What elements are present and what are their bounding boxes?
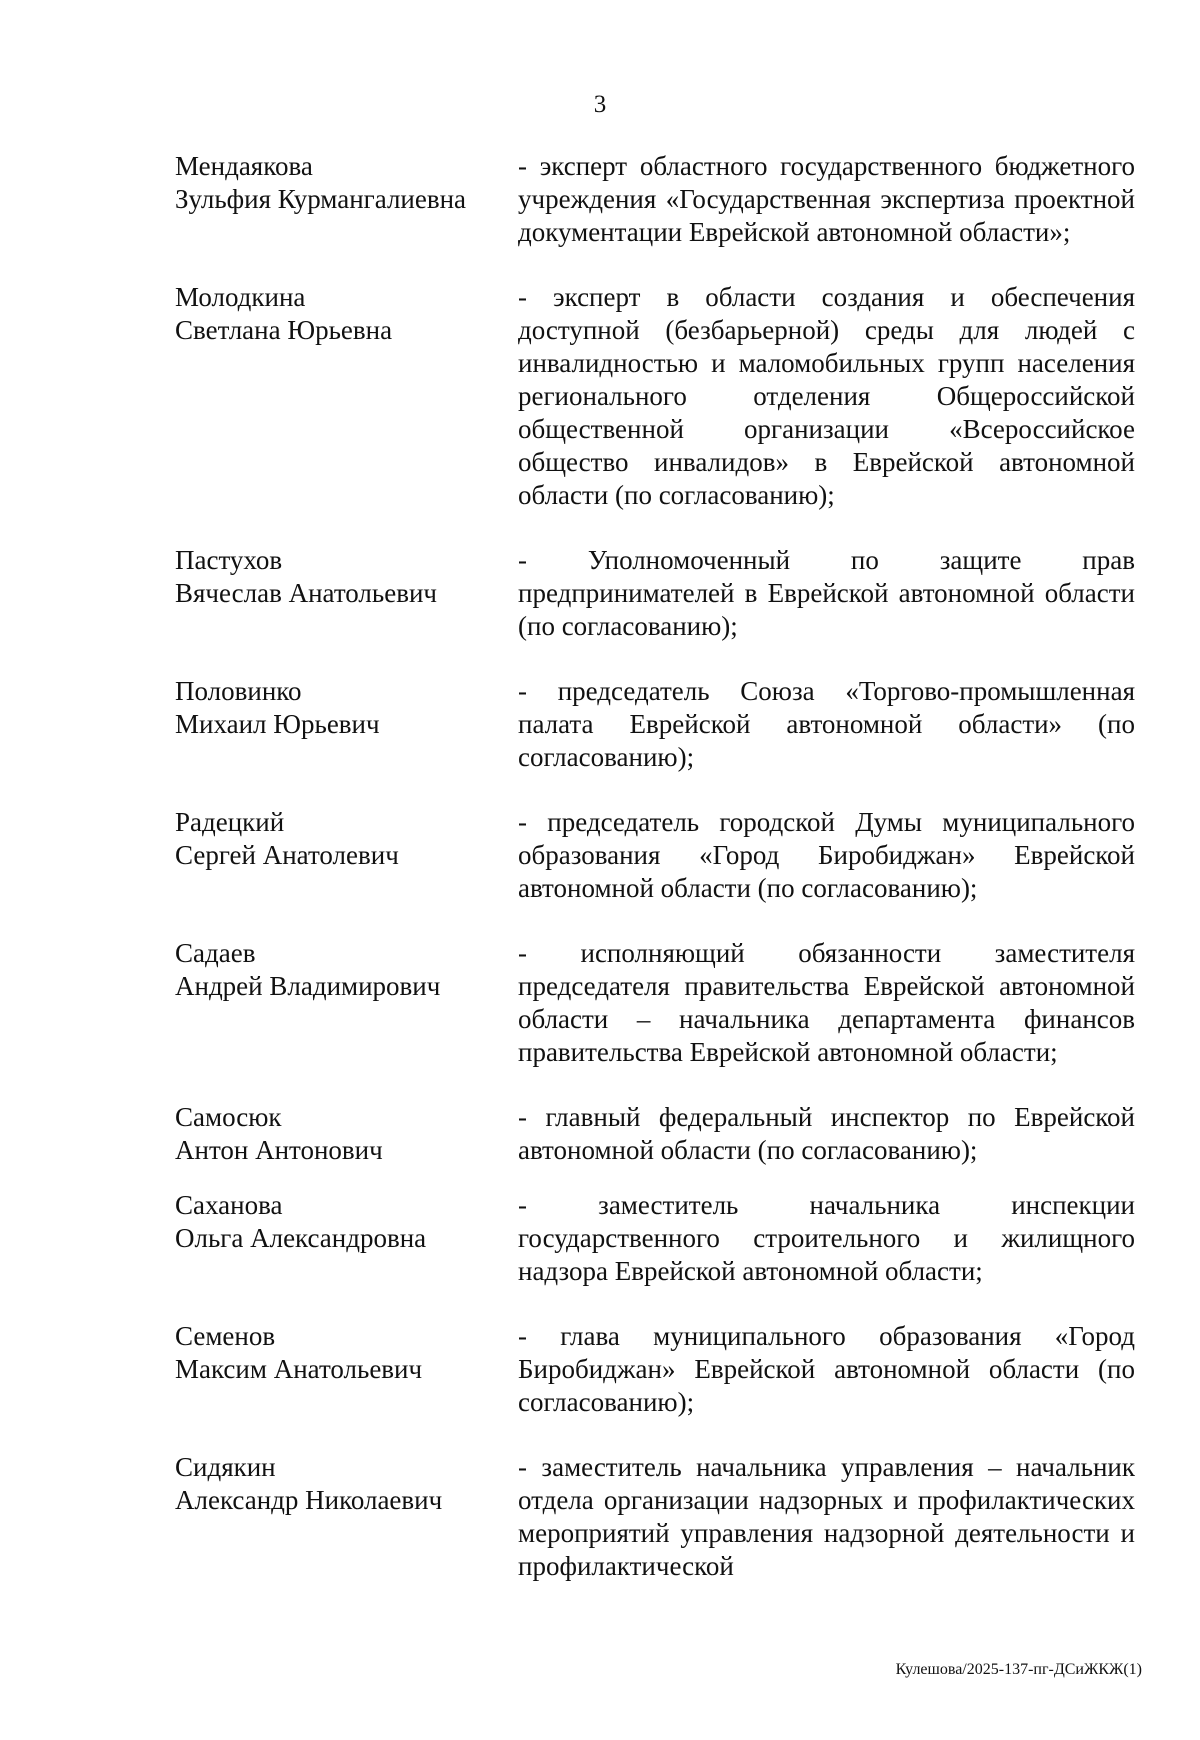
member-role: - заместитель начальника управления – начальник отдела организации надзорных и профилактических мероприятий управления надзорной деятельности и профилактической xyxy=(518,1452,1135,1581)
member-given-name: Вячеслав Анатольевич xyxy=(175,578,437,608)
member-entry xyxy=(175,1320,1135,1419)
member-name xyxy=(175,544,518,643)
member-role: - председатель городской Думы муниципального образования «Город Биробиджан» Еврейской автономной области (по согласованию); xyxy=(518,807,1135,903)
member-given-name: Михаил Юрьевич xyxy=(175,709,380,739)
member-name xyxy=(175,1320,518,1419)
document-reference-code: Кулешова/2025-137-пг-ДСиЖКЖ(1) xyxy=(895,1661,1142,1678)
member-surname: Саханова xyxy=(175,1190,283,1220)
member-entry xyxy=(175,1451,1135,1583)
member-role: - эксперт в области создания и обеспечения доступной (безбарьерной) среды для людей с инвалидностью и маломобильных групп населения регионального отделения Общероссийской общественной организации «Всероссийское общество инвалидов» в Еврейской автономной области (по согласованию); xyxy=(518,282,1135,510)
member-surname: Самосюк xyxy=(175,1102,282,1132)
member-list xyxy=(175,150,1135,1615)
member-given-name: Александр Николаевич xyxy=(175,1485,443,1515)
member-entry xyxy=(175,675,1135,774)
member-entry xyxy=(175,1101,1135,1167)
member-entry xyxy=(175,1189,1135,1288)
member-role: - глава муниципального образования «Город Биробиджан» Еврейской автономной области (по согласованию); xyxy=(518,1321,1135,1417)
member-name xyxy=(175,150,518,249)
member-role: - председатель Союза «Торгово-промышленная палата Еврейской автономной области» (по согласованию); xyxy=(518,676,1135,772)
member-entry xyxy=(175,937,1135,1069)
member-name xyxy=(175,281,518,512)
member-given-name: Андрей Владимирович xyxy=(175,971,441,1001)
member-name xyxy=(175,675,518,774)
member-given-name: Зульфия Курмангалиевна xyxy=(175,184,467,214)
member-surname: Семенов xyxy=(175,1321,276,1351)
page-number: 3 xyxy=(593,91,607,118)
member-role: - Уполномоченный по защите прав предпринимателей в Еврейской автономной области (по согласованию); xyxy=(518,545,1135,641)
member-name xyxy=(175,806,518,905)
member-name xyxy=(175,1451,518,1583)
member-given-name: Ольга Александровна xyxy=(175,1223,427,1253)
member-surname: Молодкина xyxy=(175,282,306,312)
member-surname: Садаев xyxy=(175,938,256,968)
member-surname: Половинко xyxy=(175,676,302,706)
member-role: - эксперт областного государственного бюджетного учреждения «Государственная экспертиза проектной документации Еврейской автономной области»; xyxy=(518,151,1135,247)
member-surname: Радецкий xyxy=(175,807,285,837)
member-given-name: Сергей Анатолевич xyxy=(175,840,399,870)
member-role: - исполняющий обязанности заместителя председателя правительства Еврейской автономной области – начальника департамента финансов правительства Еврейской автономной области; xyxy=(518,938,1135,1067)
member-given-name: Светлана Юрьевна xyxy=(175,315,393,345)
member-given-name: Антон Антонович xyxy=(175,1135,383,1165)
member-name xyxy=(175,1101,518,1167)
member-entry xyxy=(175,281,1135,512)
member-role: - заместитель начальника инспекции государственного строительного и жилищного надзора Еврейской автономной области; xyxy=(518,1190,1135,1286)
member-given-name: Максим Анатольевич xyxy=(175,1354,423,1384)
member-role: - главный федеральный инспектор по Еврейской автономной области (по согласованию); xyxy=(518,1102,1135,1165)
member-name xyxy=(175,937,518,1069)
member-surname: Пастухов xyxy=(175,545,283,575)
member-entry xyxy=(175,806,1135,905)
member-surname: Мендаякова xyxy=(175,151,313,181)
member-name xyxy=(175,1189,518,1288)
member-surname: Сидякин xyxy=(175,1452,276,1482)
member-entry xyxy=(175,150,1135,249)
member-entry xyxy=(175,544,1135,643)
